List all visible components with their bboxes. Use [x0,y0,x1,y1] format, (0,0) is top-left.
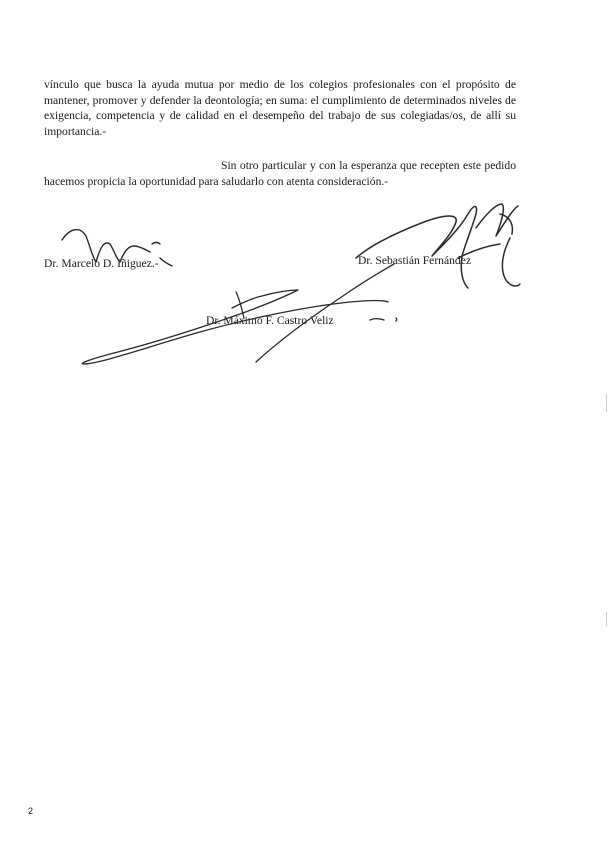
scan-edge-mark [606,394,607,412]
signatory-name-1: Dr. Marcelo D. Iñiguez.- [44,257,159,270]
signatory-name-2: Dr. Sebastián Fernández [358,254,472,267]
page-number: 2 [28,806,34,816]
signature-2-scribble [356,204,520,288]
letter-paragraph-2: Sin otro particular y con la esperanza que recepten este pedido hacemos propicia la oportunidad para saludarlo con atenta consideración.- [44,159,516,188]
scan-edge-mark [606,612,607,626]
letter-paragraph-1: vínculo que busca la ayuda mutua por medio de los colegios profesionales con el propósito de mantener, promover y defender la deontología; en suma: el cumplimiento de determinados niveles de exigencia, competencia y de calidad en el desempeño del trabajo de sus colegiadas/os, de allí su importancia.- [44,78,516,138]
signatory-name-3: Dr. Máximo F. Castro Veliz [206,314,334,327]
